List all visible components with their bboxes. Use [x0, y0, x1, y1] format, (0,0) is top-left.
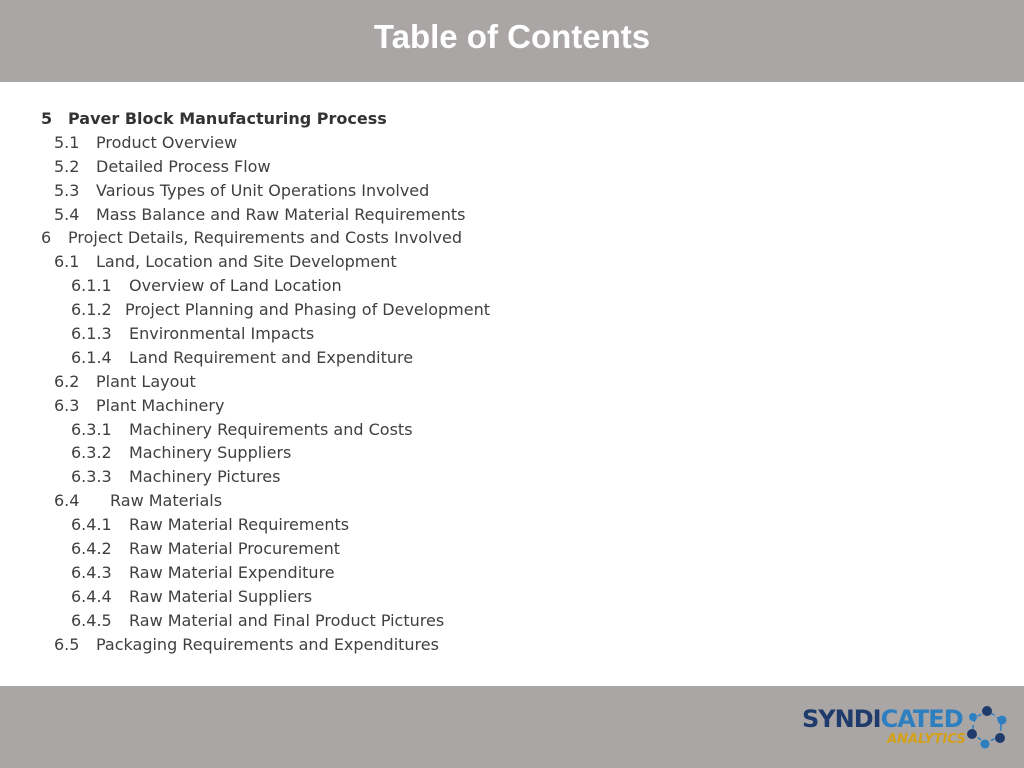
logo-wordmark — [802, 705, 963, 733]
toc-text: Various Types of Unit Operations Involved — [96, 180, 430, 200]
toc-text: Product Overview — [96, 132, 238, 152]
toc-number: 6.3.1 — [71, 419, 112, 439]
title-bar — [0, 0, 1024, 82]
toc-number: 6.1 — [54, 252, 80, 272]
syndicated-analytics-logo — [802, 705, 1012, 755]
toc-text: Project Details, Requirements and Costs Involved — [68, 228, 462, 248]
toc-text: Raw Material Suppliers — [129, 586, 313, 606]
logo-word-part2: CATED — [880, 705, 963, 733]
toc-number: 6.3.2 — [71, 443, 112, 463]
toc-text: Raw Material and Final Product Pictures — [129, 610, 445, 630]
toc-text: Plant Layout — [96, 371, 196, 391]
toc-number: 5.1 — [54, 132, 80, 152]
logo-word-part1: SYNDI — [802, 705, 881, 733]
toc-text: Raw Materials — [110, 491, 223, 511]
toc-number: 6.5 — [54, 634, 80, 654]
toc-number: 6.4.4 — [71, 586, 112, 606]
toc-number: 6.3 — [54, 395, 80, 415]
toc-number: 6.1.3 — [71, 324, 112, 344]
toc-number: 6 — [41, 228, 52, 248]
toc-text: Land Requirement and Expenditure — [129, 347, 414, 367]
toc-number: 6.1.4 — [71, 347, 112, 367]
toc-text: Paver Block Manufacturing Process — [68, 109, 387, 128]
logo-tagline: ANALYTICS — [887, 732, 966, 747]
toc-text: Raw Material Requirements — [129, 515, 350, 535]
toc-text: Project Planning and Phasing of Development — [125, 300, 490, 320]
toc-number: 6.1.1 — [71, 276, 112, 296]
toc-text: Raw Material Expenditure — [129, 562, 335, 582]
toc-number: 5.4 — [54, 204, 80, 224]
page-title: Table of Contents — [373, 18, 651, 55]
toc-text: Plant Machinery — [96, 395, 225, 415]
toc-text: Mass Balance and Raw Material Requirements — [96, 204, 466, 224]
toc-text: Machinery Suppliers — [129, 443, 292, 463]
toc-text: Machinery Pictures — [129, 467, 281, 487]
toc-number: 5.3 — [54, 180, 80, 200]
toc-text: Detailed Process Flow — [96, 156, 271, 176]
toc-text: Machinery Requirements and Costs — [129, 419, 413, 439]
toc-text: Packaging Requirements and Expenditures — [96, 634, 439, 654]
toc-text: Land, Location and Site Development — [96, 252, 397, 272]
toc-number: 6.4.2 — [71, 539, 112, 559]
toc-number: 6.4 — [54, 491, 80, 511]
toc-number: 6.4.1 — [71, 515, 112, 535]
toc-number: 5 — [41, 109, 53, 128]
toc-text: Overview of Land Location — [129, 276, 342, 296]
toc-number: 6.4.3 — [71, 562, 112, 582]
toc-text: Raw Material Procurement — [129, 539, 341, 559]
toc-number: 6.1.2 — [71, 300, 112, 320]
logo-circle-icon — [965, 705, 1009, 749]
toc-text: Environmental Impacts — [129, 324, 315, 344]
toc-number: 6.2 — [54, 371, 80, 391]
toc-number: 6.3.3 — [71, 467, 112, 487]
toc-number: 6.4.5 — [71, 610, 112, 630]
toc-number: 5.2 — [54, 156, 80, 176]
